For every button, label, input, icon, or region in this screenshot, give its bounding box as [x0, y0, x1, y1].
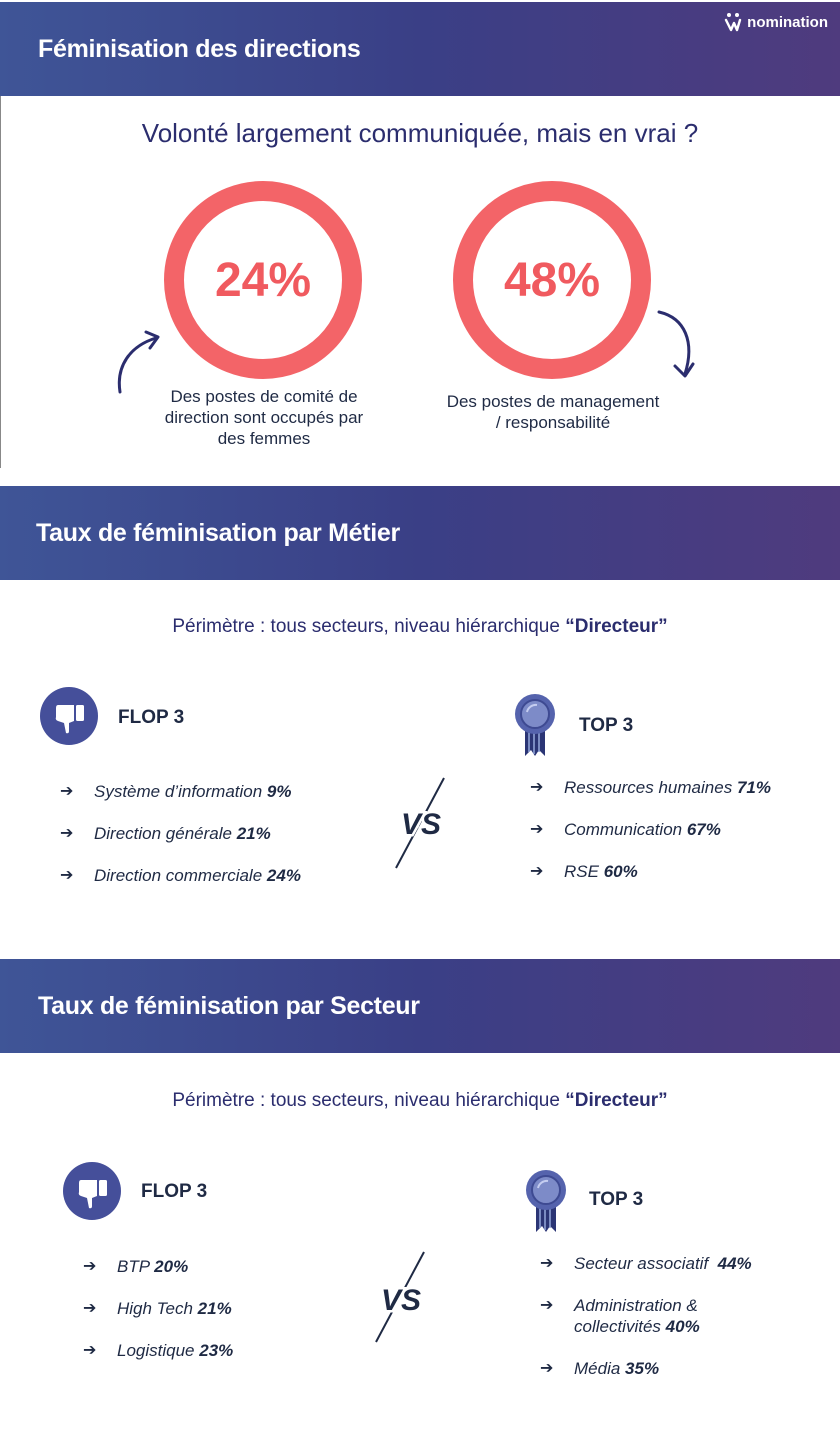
nomination-logo-icon [723, 12, 743, 32]
top-label: TOP 3 [589, 1189, 644, 1210]
section-title: Féminisation des directions [38, 35, 361, 63]
arrow-right-icon: ➔ [540, 1255, 554, 1272]
item-value: 23% [199, 1341, 234, 1360]
arrow-right-icon: ➔ [60, 825, 74, 842]
perimetre-text: Périmètre : tous secteurs, niveau hiérarchique [172, 616, 560, 637]
item-name: Administration & [574, 1296, 698, 1315]
stat-value-management: 48% [503, 253, 601, 307]
section-header-feminisation [0, 2, 840, 96]
item-value: 71% [736, 778, 771, 797]
curved-arrow-down-icon [655, 306, 705, 382]
vs-divider-icon [366, 1248, 436, 1346]
arrow-right-icon: ➔ [83, 1342, 97, 1359]
arrow-right-icon: ➔ [60, 867, 74, 884]
item-name: Système d’information [94, 782, 263, 801]
medal-icon [524, 1168, 568, 1234]
flop-label: FLOP 3 [141, 1181, 208, 1202]
top-item [530, 777, 771, 798]
thumbs-down-icon [63, 1162, 121, 1220]
item-name: Communication [564, 820, 683, 839]
arrow-right-icon: ➔ [530, 779, 544, 796]
item-value: 21% [197, 1299, 232, 1318]
arrow-right-icon: ➔ [530, 863, 544, 880]
item-value: 24% [266, 866, 301, 885]
nomination-logo [723, 12, 828, 32]
flop-item [60, 781, 301, 802]
stat-caption-management-line: / responsabilité [495, 413, 611, 432]
flop-label: FLOP 3 [118, 707, 185, 728]
item-value: 44% [717, 1254, 752, 1273]
stat-ring-management [453, 181, 651, 379]
perimetre-text: Périmètre : tous secteurs, niveau hiérarchique [172, 1090, 560, 1111]
flop-item [83, 1340, 233, 1361]
section-title: Taux de féminisation par Secteur [38, 992, 420, 1020]
perimetre-level: “Directeur” [565, 1090, 668, 1111]
arrow-right-icon: ➔ [540, 1360, 554, 1377]
arrow-right-icon: ➔ [60, 783, 74, 800]
top-item [530, 819, 771, 840]
vs-label: VS [400, 808, 442, 841]
top-label: TOP 3 [579, 715, 634, 736]
arrow-right-icon: ➔ [83, 1258, 97, 1275]
medal-icon [513, 692, 557, 758]
stat-caption-comite-line: Des postes de comité de [170, 387, 358, 406]
stat-value-comite: 24% [214, 253, 312, 307]
item-name: Secteur associatif [574, 1254, 709, 1273]
item-name: Logistique [117, 1341, 195, 1360]
flop-item [60, 823, 301, 844]
top-item [540, 1358, 752, 1379]
arrow-right-icon: ➔ [530, 821, 544, 838]
stat-caption-comite-line: direction sont occupés par [164, 408, 364, 427]
item-value: 20% [154, 1257, 189, 1276]
section-title: Taux de féminisation par Métier [36, 519, 400, 547]
question-headline: Volonté largement communiquée, mais en vrai ? [141, 118, 699, 148]
flop-item [83, 1256, 233, 1277]
item-name: RSE [564, 862, 599, 881]
left-border [0, 96, 1, 468]
item-name: BTP [117, 1257, 150, 1276]
item-value: 60% [603, 862, 638, 881]
item-value: 35% [625, 1359, 660, 1378]
vs-label: VS [380, 1284, 422, 1317]
flop-list-secteur [83, 1256, 233, 1361]
item-value: 40% [665, 1317, 700, 1336]
item-name-line2: collectivités [574, 1317, 661, 1336]
item-value: 67% [686, 820, 721, 839]
item-name: Média [574, 1359, 621, 1378]
perimetre-metier [0, 616, 840, 638]
item-value: 9% [266, 782, 292, 801]
flop-list-metier [60, 781, 301, 886]
item-name: Ressources humaines [564, 778, 733, 797]
top-item [540, 1295, 752, 1337]
stat-caption-management-line: Des postes de management [446, 392, 660, 411]
section-header-metier [0, 486, 840, 580]
top-list-secteur [540, 1253, 752, 1379]
logo-text: nomination [747, 13, 828, 31]
vs-divider-icon [386, 774, 456, 872]
arrow-right-icon: ➔ [83, 1300, 97, 1317]
top-list-metier [530, 777, 771, 882]
item-name: High Tech [117, 1299, 193, 1318]
perimetre-secteur [0, 1090, 840, 1112]
perimetre-level: “Directeur” [565, 616, 668, 637]
section-header-secteur [0, 959, 840, 1053]
item-name: Direction commerciale [94, 866, 263, 885]
stat-caption-comite-line: des femmes [217, 429, 311, 448]
stat-caption-comite [128, 386, 400, 449]
flop-item [60, 865, 301, 886]
item-name: Direction générale [94, 824, 232, 843]
stat-caption-management [410, 391, 696, 433]
top-item [540, 1253, 752, 1274]
thumbs-down-icon [40, 687, 98, 745]
stat-ring-comite [164, 181, 362, 379]
top-item [530, 861, 771, 882]
flop-item [83, 1298, 233, 1319]
arrow-right-icon: ➔ [540, 1297, 554, 1314]
item-value: 21% [236, 824, 271, 843]
